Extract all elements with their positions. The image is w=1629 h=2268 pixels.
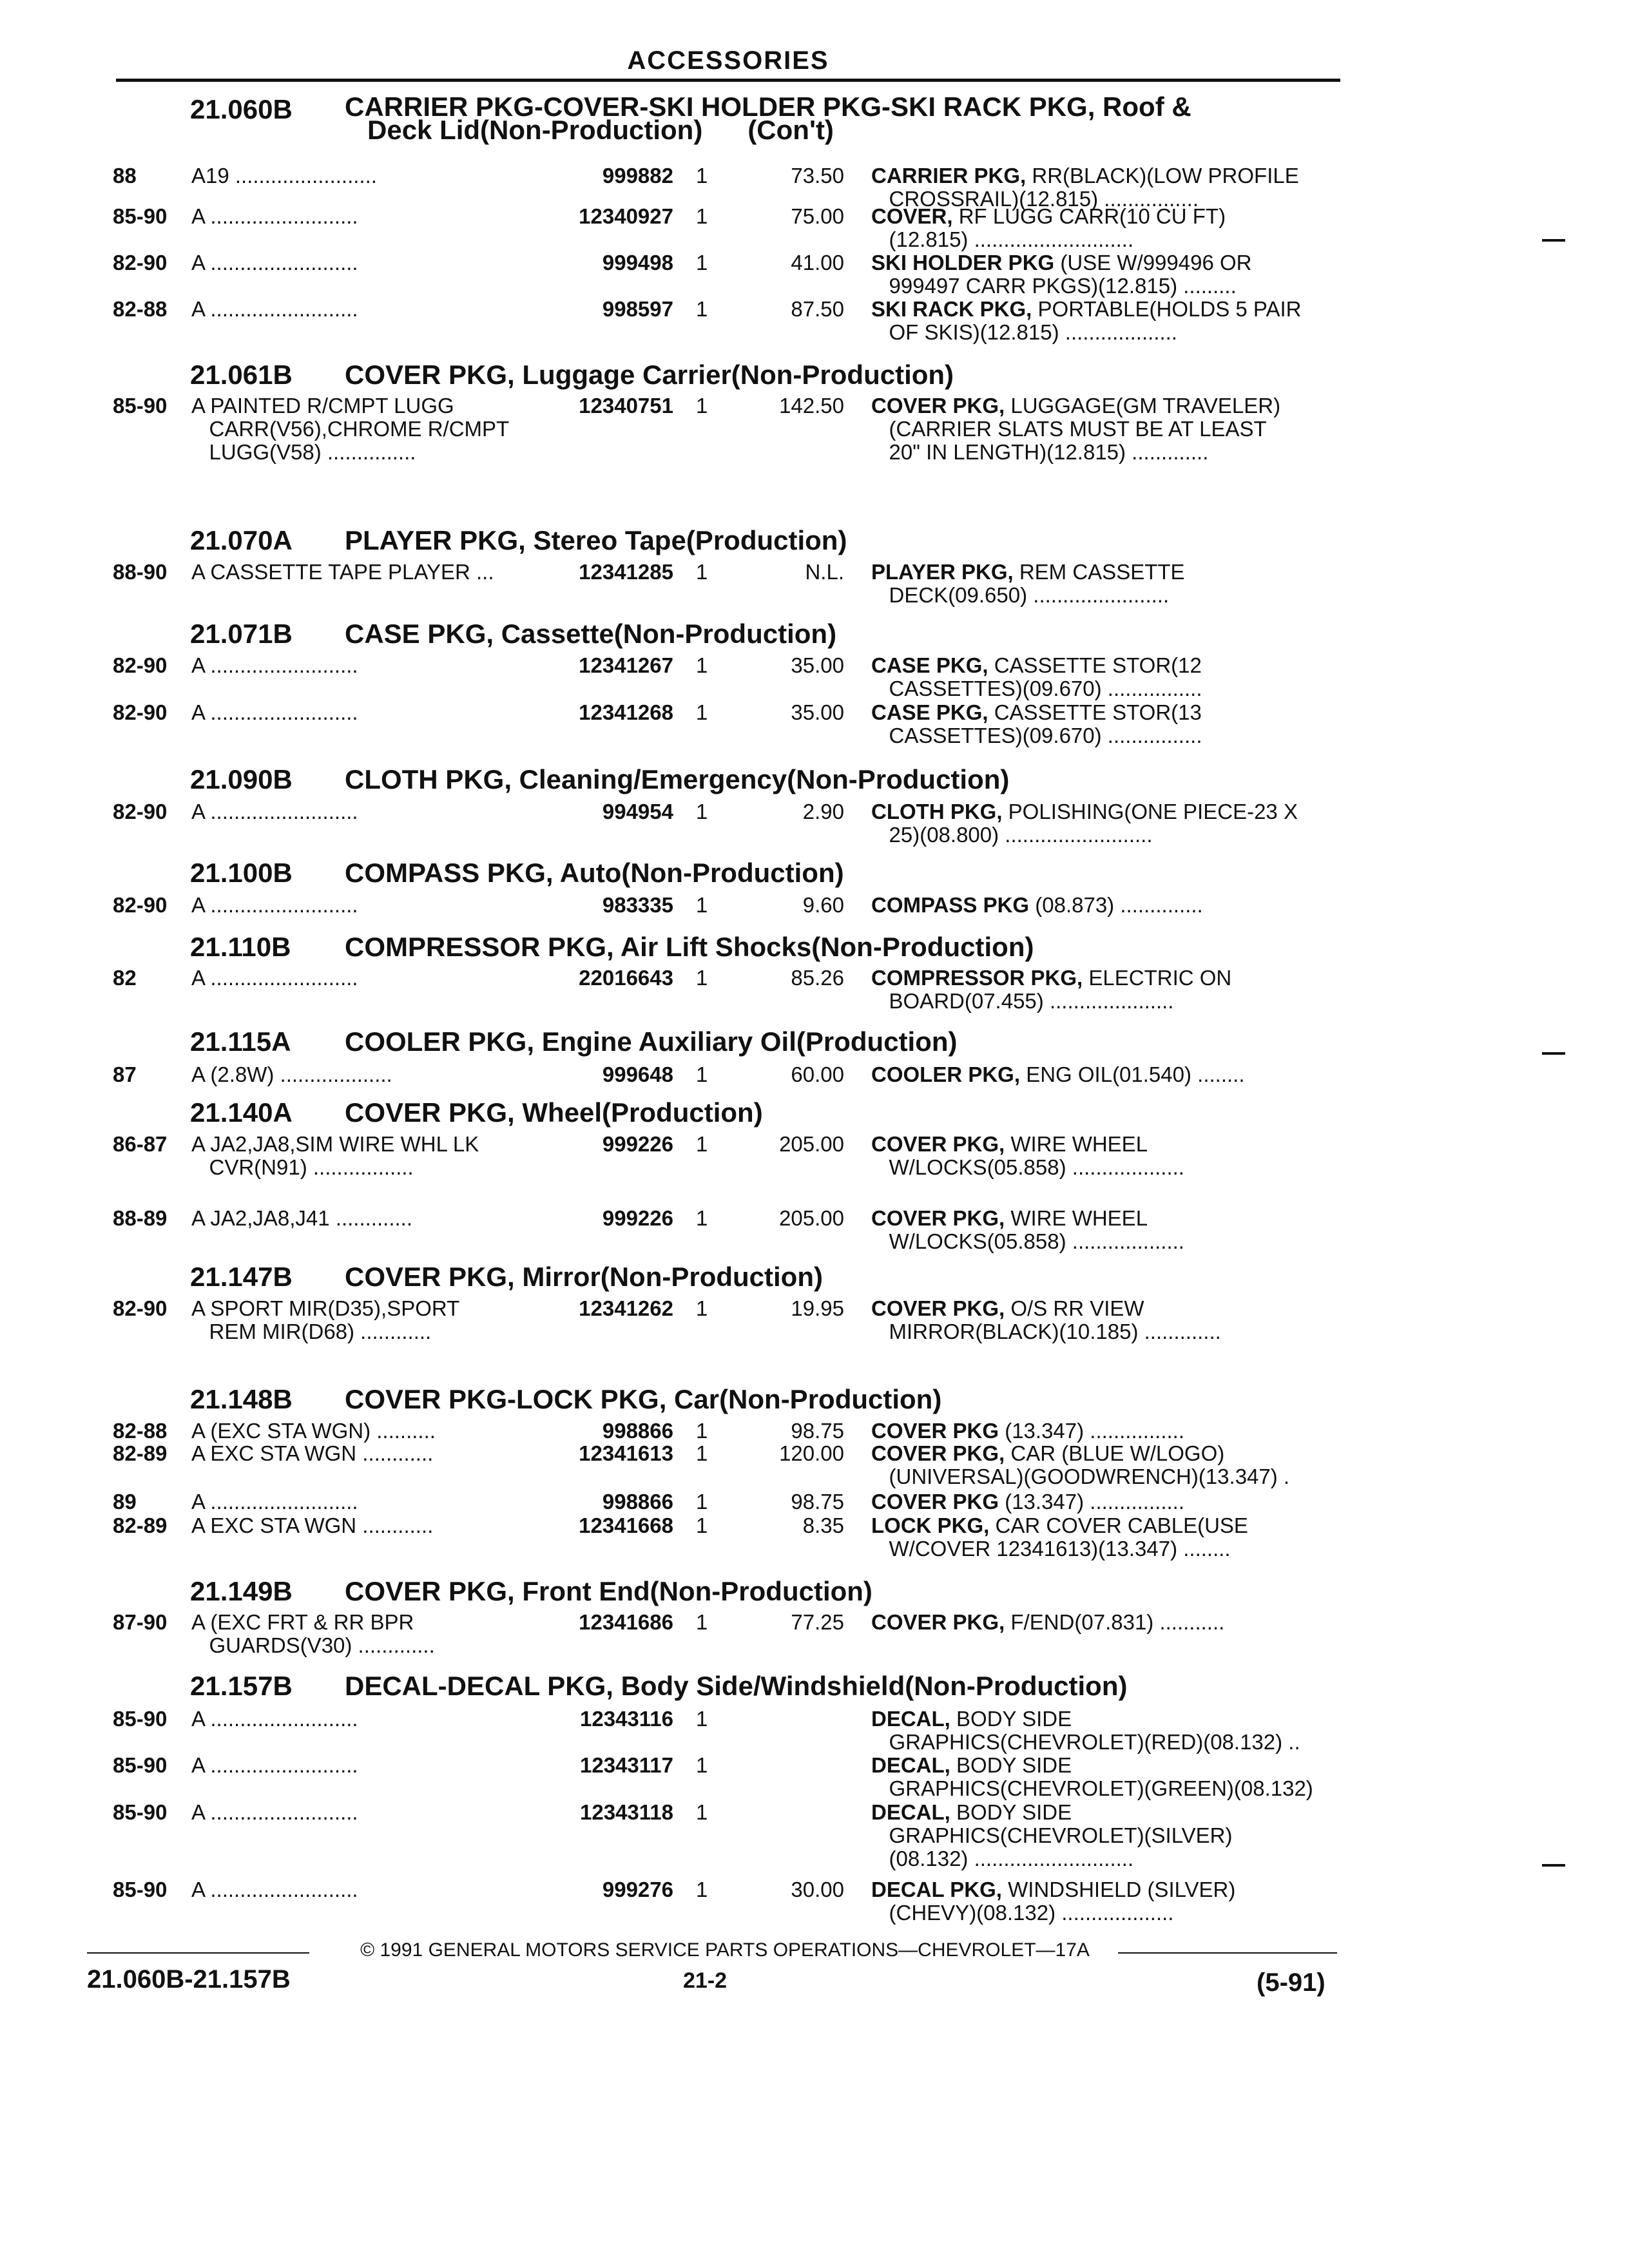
section-title: DECAL-DECAL PKG, Body Side/Windshield(Non-Production) — [345, 1671, 1128, 1701]
price: 2.90 — [802, 800, 844, 823]
part-number: 999882 — [602, 164, 673, 187]
model-years: 82-90 — [113, 251, 168, 274]
description-detail: PORTABLE(HOLDS 5 PAIR OF SKIS)(12.815) ................... — [889, 297, 1302, 344]
model-years: 85-90 — [113, 1753, 168, 1777]
application: A (EXC STA WGN) .......... — [191, 1419, 436, 1443]
model-years: 82 — [113, 966, 137, 990]
section-title: CARRIER PKG-COVER-SKI HOLDER PKG-SKI RACK PKG, Roof & Deck Lid(Non-Production) (Con't) — [345, 91, 1191, 145]
quantity: 1 — [696, 1441, 708, 1465]
description-keyword: COVER PKG, — [871, 394, 1005, 418]
part-number: 12341668 — [579, 1514, 673, 1537]
price: 98.75 — [791, 1419, 844, 1443]
margin-mark — [1542, 1052, 1565, 1055]
description-detail: ENG OIL(01.540) ........ — [1020, 1062, 1245, 1086]
part-number: 998866 — [602, 1419, 673, 1443]
model-years: 85-90 — [113, 394, 168, 418]
section-title: COVER PKG-LOCK PKG, Car(Non-Production) — [345, 1384, 942, 1414]
part-number: 994954 — [602, 800, 673, 823]
description — [871, 1063, 1348, 1086]
quantity: 1 — [696, 560, 708, 584]
part-number: 12340751 — [579, 394, 673, 418]
section-number: 21.060B — [190, 94, 293, 124]
description — [871, 654, 1348, 700]
quantity: 1 — [696, 653, 708, 677]
application: A SPORT MIR(D35),SPORT REM MIR(D68) ............ — [191, 1296, 460, 1343]
description-detail: O/S RR VIEW MIRROR(BLACK)(10.185) ............. — [889, 1296, 1221, 1343]
description-keyword: CASE PKG, — [871, 653, 988, 677]
section-number: 21.071B — [190, 619, 293, 649]
application: A ......................... — [191, 800, 358, 823]
part-number: 12341613 — [579, 1441, 673, 1465]
application: A ......................... — [191, 1753, 358, 1777]
quantity: 1 — [696, 1753, 708, 1777]
description-keyword: CARRIER PKG, — [871, 164, 1027, 187]
model-years: 82-90 — [113, 700, 168, 724]
description-keyword: COVER PKG — [871, 1490, 999, 1514]
section-number: 21.140A — [190, 1097, 293, 1128]
description — [871, 894, 1348, 917]
price: 30.00 — [791, 1878, 844, 1901]
section-title: CLOTH PKG, Cleaning/Emergency(Non-Production) — [345, 764, 1010, 794]
description — [871, 1707, 1348, 1754]
description-keyword: COVER PKG, — [871, 1441, 1005, 1465]
application: A ......................... — [191, 1707, 358, 1731]
application: A (2.8W) ................... — [191, 1062, 392, 1086]
description — [871, 394, 1348, 464]
model-years: 82-88 — [113, 297, 168, 321]
revision-date: (5-91) — [1257, 1968, 1325, 1997]
quantity: 1 — [696, 394, 708, 418]
part-number: 12341686 — [579, 1610, 673, 1634]
part-number: 998597 — [602, 297, 673, 321]
part-number: 12343118 — [579, 1800, 673, 1824]
model-years: 88 — [113, 164, 137, 187]
quantity: 1 — [696, 297, 708, 321]
description-detail: CAR (BLUE W/LOGO) (UNIVERSAL)(GOODWRENCH)(13.347) . — [889, 1441, 1290, 1488]
part-number: 12343116 — [579, 1707, 673, 1731]
price: 19.95 — [791, 1296, 844, 1320]
description — [871, 1754, 1348, 1800]
section-title: CASE PKG, Cassette(Non-Production) — [345, 619, 837, 649]
application: A ......................... — [191, 966, 358, 990]
model-years: 82-90 — [113, 800, 168, 823]
section-range: 21.060B-21.157B — [87, 1965, 291, 1994]
description — [871, 1207, 1348, 1253]
model-years: 82-90 — [113, 1296, 168, 1320]
description-detail: LUGGAGE(GM TRAVELER) (CARRIER SLATS MUST BE AT LEAST 20" IN LENGTH)(12.815) ............. — [889, 394, 1281, 464]
price: N.L. — [805, 560, 844, 584]
description-detail: ELECTRIC ON BOARD(07.455) ..................... — [889, 966, 1232, 1013]
footer-rule-left — [87, 1952, 309, 1954]
model-years: 87-90 — [113, 1610, 168, 1634]
model-years: 82-90 — [113, 893, 168, 917]
model-years: 82-89 — [113, 1441, 168, 1465]
price: 9.60 — [802, 893, 844, 917]
quantity: 1 — [696, 1800, 708, 1824]
section-number: 21.070A — [190, 525, 293, 555]
section-title: PLAYER PKG, Stereo Tape(Production) — [345, 525, 847, 555]
description-detail: WINDSHIELD (SILVER) (CHEVY)(08.132) ................... — [889, 1878, 1236, 1925]
description-detail: CAR COVER CABLE(USE W/COVER 12341613)(13.347) ........ — [889, 1514, 1248, 1561]
price: 85.26 — [791, 966, 844, 990]
application: A ......................... — [191, 204, 358, 228]
part-number: 983335 — [602, 893, 673, 917]
section-title: COVER PKG, Wheel(Production) — [345, 1097, 763, 1128]
application: A ......................... — [191, 297, 358, 321]
description — [871, 251, 1348, 298]
application: A EXC STA WGN ............ — [191, 1441, 434, 1465]
description-keyword: DECAL PKG, — [871, 1878, 1002, 1901]
footer-rule-right — [1118, 1952, 1337, 1954]
description — [871, 1297, 1348, 1343]
part-number: 999498 — [602, 251, 673, 274]
description-keyword: LOCK PKG, — [871, 1514, 990, 1537]
price: 142.50 — [779, 394, 844, 418]
description — [871, 298, 1348, 344]
description-detail: (13.347) ................ — [999, 1490, 1184, 1514]
section-title: COMPRESSOR PKG, Air Lift Shocks(Non-Production) — [345, 932, 1034, 962]
model-years: 88-89 — [113, 1206, 168, 1230]
model-years: 88-90 — [113, 560, 168, 584]
price: 205.00 — [779, 1206, 844, 1230]
quantity: 1 — [696, 1878, 708, 1901]
description-keyword: SKI HOLDER PKG — [871, 251, 1055, 274]
description — [871, 1801, 1348, 1870]
part-number: 12340927 — [579, 204, 673, 228]
part-number: 12341285 — [579, 560, 673, 584]
application: A (EXC FRT & RR BPR GUARDS(V30) ............. — [191, 1610, 435, 1657]
description-detail: (USE W/999496 OR 999497 CARR PKGS)(12.815) ......... — [889, 251, 1252, 298]
description — [871, 701, 1348, 747]
application: A19 ........................ — [191, 164, 377, 187]
application: A CASSETTE TAPE PLAYER ... — [191, 560, 494, 584]
description — [871, 1133, 1348, 1179]
description-keyword: COVER PKG, — [871, 1610, 1005, 1634]
description-detail: BODY SIDE GRAPHICS(CHEVROLET)(RED)(08.132) .. — [889, 1707, 1300, 1754]
description-detail: WIRE WHEEL W/LOCKS(05.858) ................... — [889, 1132, 1184, 1179]
application: A PAINTED R/CMPT LUGG CARR(V56),CHROME R/CMPT LUGG(V58) ............... — [191, 394, 510, 464]
section-number: 21.110B — [190, 932, 291, 962]
description-detail: BODY SIDE GRAPHICS(CHEVROLET)(SILVER) (08.132) ........................... — [889, 1800, 1233, 1870]
section-number: 21.157B — [190, 1671, 293, 1701]
application: A ......................... — [191, 1878, 358, 1901]
description-keyword: COOLER PKG, — [871, 1062, 1021, 1086]
application: A EXC STA WGN ............ — [191, 1514, 434, 1537]
part-number: 998866 — [602, 1490, 673, 1514]
section-title: COVER PKG, Luggage Carrier(Non-Production) — [345, 360, 954, 390]
price: 60.00 — [791, 1062, 844, 1086]
description-keyword: CLOTH PKG, — [871, 800, 1003, 823]
description — [871, 561, 1348, 607]
price: 120.00 — [779, 1441, 844, 1465]
section-number: 21.148B — [190, 1384, 293, 1414]
application: A ......................... — [191, 1490, 358, 1514]
quantity: 1 — [696, 1490, 708, 1514]
description-keyword: PLAYER PKG, — [871, 560, 1014, 584]
description — [871, 800, 1348, 847]
price: 35.00 — [791, 700, 844, 724]
description — [871, 966, 1348, 1013]
application: A ......................... — [191, 700, 358, 724]
description — [871, 205, 1348, 251]
quantity: 1 — [696, 1296, 708, 1320]
model-years: 85-90 — [113, 204, 168, 228]
description-detail: CASSETTE STOR(12 CASSETTES)(09.670) ................ — [889, 653, 1202, 700]
description-detail: F/END(07.831) ........... — [1005, 1610, 1225, 1634]
model-years: 82-88 — [113, 1419, 168, 1443]
price: 205.00 — [779, 1132, 844, 1156]
section-title: COOLER PKG, Engine Auxiliary Oil(Production) — [345, 1026, 958, 1057]
description-detail: POLISHING(ONE PIECE-23 X 25)(08.800) ......................... — [889, 800, 1298, 847]
quantity: 1 — [696, 1062, 708, 1086]
description — [871, 1442, 1348, 1488]
model-years: 85-90 — [113, 1800, 168, 1824]
price: 98.75 — [791, 1490, 844, 1514]
part-number: 999276 — [602, 1878, 673, 1901]
description-detail: RR(BLACK)(LOW PROFILE CROSSRAIL)(12.815) ................ — [889, 164, 1299, 211]
section-title: COVER PKG, Mirror(Non-Production) — [345, 1262, 823, 1292]
description-keyword: DECAL, — [871, 1707, 950, 1731]
section-title: COMPASS PKG, Auto(Non-Production) — [345, 858, 844, 888]
price: 87.50 — [791, 297, 844, 321]
price: 75.00 — [791, 204, 844, 228]
description-keyword: COVER PKG, — [871, 1132, 1005, 1156]
description — [871, 1514, 1348, 1561]
margin-mark — [1542, 1864, 1565, 1867]
description-keyword: COVER PKG, — [871, 1206, 1005, 1230]
page-number: 21-2 — [683, 1968, 728, 1993]
application: A ......................... — [191, 251, 358, 274]
price: 41.00 — [791, 251, 844, 274]
description-keyword: CASE PKG, — [871, 700, 988, 724]
part-number: 12343117 — [579, 1753, 673, 1777]
description-keyword: COMPRESSOR PKG, — [871, 966, 1083, 990]
quantity: 1 — [696, 800, 708, 823]
price: 8.35 — [802, 1514, 844, 1537]
description-keyword: DECAL, — [871, 1800, 950, 1824]
quantity: 1 — [696, 1514, 708, 1537]
model-years: 82-89 — [113, 1514, 168, 1537]
quantity: 1 — [696, 251, 708, 274]
description-detail: (13.347) ................ — [999, 1419, 1184, 1443]
section-number: 21.100B — [190, 858, 293, 888]
description-detail: RF LUGG CARR(10 CU FT) (12.815) ........................... — [889, 204, 1226, 251]
application: A ......................... — [191, 893, 358, 917]
model-years: 82-90 — [113, 653, 168, 677]
application: A ......................... — [191, 653, 358, 677]
quantity: 1 — [696, 164, 708, 187]
description — [871, 1490, 1348, 1514]
copyright-notice: © 1991 GENERAL MOTORS SERVICE PARTS OPERATIONS—CHEVROLET—17A — [360, 1939, 1090, 1961]
quantity: 1 — [696, 700, 708, 724]
header-divider — [116, 79, 1340, 82]
description — [871, 1611, 1348, 1634]
part-number: 999226 — [602, 1132, 673, 1156]
quantity: 1 — [696, 966, 708, 990]
quantity: 1 — [696, 893, 708, 917]
description-detail: REM CASSETTE DECK(09.650) ....................... — [889, 560, 1185, 607]
model-years: 85-90 — [113, 1707, 168, 1731]
description-keyword: COVER, — [871, 204, 953, 228]
application: A ......................... — [191, 1800, 358, 1824]
description-detail: BODY SIDE GRAPHICS(CHEVROLET)(GREEN)(08.132) — [889, 1753, 1313, 1800]
application: A JA2,JA8,J41 ............. — [191, 1206, 412, 1230]
section-number: 21.147B — [190, 1262, 293, 1292]
quantity: 1 — [696, 1206, 708, 1230]
price: 35.00 — [791, 653, 844, 677]
section-number: 21.149B — [190, 1576, 293, 1606]
price: 77.25 — [791, 1610, 844, 1634]
description — [871, 1419, 1348, 1443]
description-keyword: SKI RACK PKG, — [871, 297, 1032, 321]
quantity: 1 — [696, 1132, 708, 1156]
page-title: ACCESSORIES — [627, 46, 829, 75]
model-years: 85-90 — [113, 1878, 168, 1901]
description-detail: CASSETTE STOR(13 CASSETTES)(09.670) ................ — [889, 700, 1202, 747]
section-title: COVER PKG, Front End(Non-Production) — [345, 1576, 872, 1606]
application: A JA2,JA8,SIM WIRE WHL LK CVR(N91) ................. — [191, 1132, 479, 1179]
model-years: 87 — [113, 1062, 137, 1086]
quantity: 1 — [696, 1610, 708, 1634]
description-keyword: COVER PKG — [871, 1419, 999, 1443]
price: 73.50 — [791, 164, 844, 187]
model-years: 89 — [113, 1490, 137, 1514]
model-years: 86-87 — [113, 1132, 168, 1156]
description-keyword: COMPASS PKG — [871, 893, 1030, 917]
quantity: 1 — [696, 1419, 708, 1443]
part-number: 999226 — [602, 1206, 673, 1230]
description — [871, 1878, 1348, 1925]
part-number: 12341262 — [579, 1296, 673, 1320]
margin-mark — [1542, 239, 1565, 242]
section-number: 21.090B — [190, 764, 293, 794]
section-number: 21.115A — [190, 1026, 291, 1057]
description-detail: (08.873) .............. — [1029, 893, 1203, 917]
quantity: 1 — [696, 204, 708, 228]
description-detail: WIRE WHEEL W/LOCKS(05.858) ................... — [889, 1206, 1184, 1253]
description-keyword: DECAL, — [871, 1753, 950, 1777]
quantity: 1 — [696, 1707, 708, 1731]
section-number: 21.061B — [190, 360, 293, 390]
part-number: 22016643 — [579, 966, 673, 990]
description-keyword: COVER PKG, — [871, 1296, 1005, 1320]
part-number: 999648 — [602, 1062, 673, 1086]
part-number: 12341267 — [579, 653, 673, 677]
part-number: 12341268 — [579, 700, 673, 724]
